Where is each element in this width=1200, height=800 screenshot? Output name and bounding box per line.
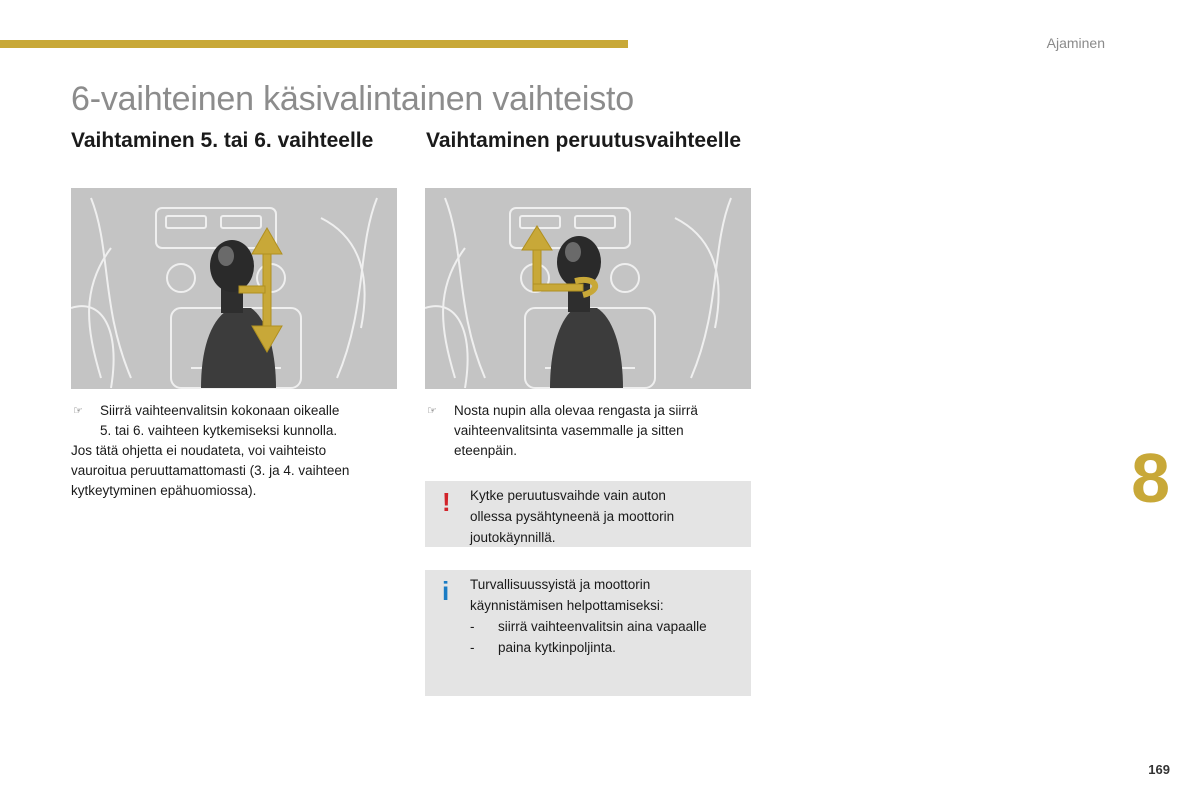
- note-line: Kytke peruutusvaihde vain auton: [470, 488, 666, 503]
- bullet-text-line: vaihteenvalitsinta vasemmalle ja sitten: [454, 423, 684, 438]
- right-column-heading: Vaihtaminen peruutusvaihteelle: [426, 129, 742, 152]
- warning-icon: !: [442, 487, 451, 517]
- bullet-item: [71, 401, 397, 441]
- list-item: [470, 637, 741, 658]
- chapter-number: 8: [1131, 439, 1170, 517]
- left-column-heading: Vaihtaminen 5. tai 6. vaihteelle: [71, 129, 374, 152]
- gear-shift-illustration-5-6: [71, 188, 397, 389]
- header-accent-bar: [0, 40, 628, 48]
- section-label: Ajaminen: [1046, 35, 1105, 51]
- paragraph-line: kytkeytyminen epähuomiossa).: [71, 483, 257, 498]
- list-item-text: siirrä vaihteenvalitsin aina vapaalle: [498, 619, 707, 634]
- right-column-text: [425, 401, 751, 461]
- pointing-hand-icon: ☞: [427, 405, 437, 417]
- bullet-text-line: Nosta nupin alla olevaa rengasta ja siirrä: [454, 403, 698, 418]
- gear-shift-illustration-reverse: [425, 188, 751, 389]
- bullet-text-line: Siirrä vaihteenvalitsin kokonaan oikealle: [100, 403, 340, 418]
- dash-marker: -: [470, 619, 475, 634]
- page-title: 6-vaihteinen käsivalintainen vaihteisto: [71, 80, 634, 118]
- note-line: ollessa pysähtyneenä ja moottorin: [470, 509, 675, 524]
- info-icon: i: [442, 576, 450, 606]
- bullet-text-line: 5. tai 6. vaihteen kytkemiseksi kunnolla.: [100, 423, 338, 438]
- paragraph-line: vauroitua peruuttamattomasti (3. ja 4. vaihteen: [71, 463, 350, 478]
- warning-note: [425, 481, 751, 547]
- note-line: joutokäynnillä.: [470, 530, 556, 545]
- list-item: [470, 616, 741, 637]
- pointing-hand-icon: ☞: [73, 405, 83, 417]
- bullet-text-line: eteenpäin.: [454, 443, 518, 458]
- list-item-text: paina kytkinpoljinta.: [498, 640, 616, 655]
- note-line: käynnistämisen helpottamiseksi:: [470, 598, 664, 613]
- left-column-text: [71, 401, 397, 501]
- dash-marker: -: [470, 640, 475, 655]
- bullet-item: [425, 401, 751, 461]
- page-number: 169: [1148, 762, 1170, 777]
- paragraph-line: Jos tätä ohjetta ei noudateta, voi vaihteisto: [71, 443, 327, 458]
- info-note: [425, 570, 751, 696]
- note-line: Turvallisuussyistä ja moottorin: [470, 577, 651, 592]
